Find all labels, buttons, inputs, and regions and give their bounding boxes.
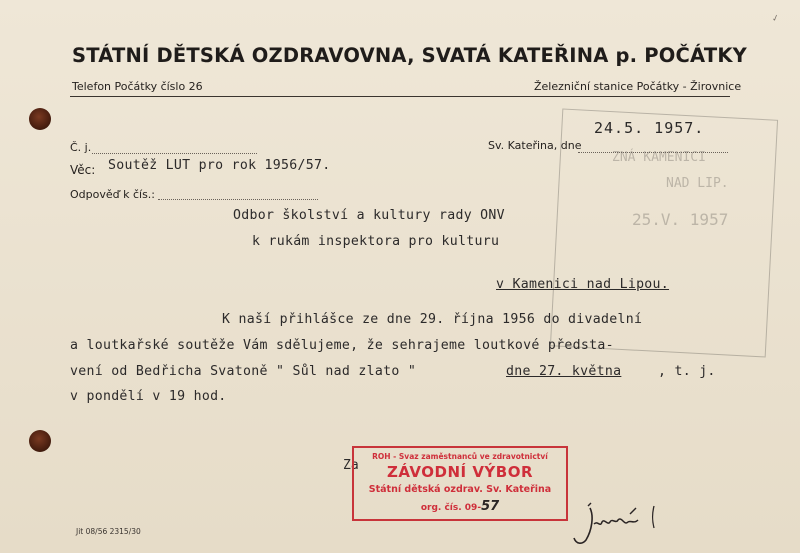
date-dotted-line: [578, 152, 728, 153]
stamp-line-4: [354, 499, 566, 514]
subject-value: Soutěž LUT pro rok 1956/57.: [108, 158, 331, 173]
subject-label: Věc:: [70, 163, 96, 177]
stamp-line-2: ZÁVODNÍ VÝBOR: [386, 463, 534, 481]
handwritten-signature: [568, 498, 668, 548]
received-stamp-line1: ZNÁ KAMENICI: [612, 150, 706, 165]
address-line-3: v Kamenici nad Lipou.: [496, 277, 670, 292]
punch-hole-top: [29, 108, 51, 130]
letterhead-title: STÁTNÍ DĚTSKÁ OZDRAVOVNA, SVATÁ KATEŘINA p. POČÁTKY: [72, 44, 747, 67]
stamp-line-1: ROH - Svaz zaměstnanců ve zdravotnictví: [372, 452, 548, 461]
corner-pencil-mark: ✓: [770, 13, 781, 25]
stamp-line-3: Státní dětská ozdrav. Sv. Kateřina: [368, 484, 552, 495]
letter-date: 24.5. 1957.: [594, 119, 705, 137]
reply-reference-label: Odpověď k čís.:: [70, 188, 156, 201]
body-line-4: v pondělí v 19 hod.: [70, 389, 227, 404]
reference-dotted-line: [92, 153, 257, 154]
reference-label: Č. j.: [70, 141, 92, 154]
body-line-3a: vení od Bedřicha Svatoně " Sůl nad zlato ": [70, 364, 417, 379]
signature-za: Za: [343, 458, 359, 473]
received-stamp-date: 25.V. 1957: [632, 210, 729, 229]
stamp-org-number: 57: [481, 499, 500, 514]
letterhead-station: Železniční stanice Počátky - Žirovnice: [534, 80, 742, 93]
body-line-3c: , t. j.: [658, 364, 716, 379]
address-line-2: k rukám inspektora pro kulturu: [252, 234, 500, 249]
letterhead-rule: [70, 96, 730, 97]
received-stamp-line2: NAD LIP.: [666, 176, 729, 191]
body-line-1: K naší přihlášce ze dne 29. října 1956 do divadelní: [222, 312, 643, 327]
stamp-org-number-label: org. čís. 09-: [420, 503, 482, 513]
reply-dotted-line: [158, 199, 318, 200]
place-date-label: Sv. Kateřina, dne: [488, 139, 582, 152]
body-line-3-date: dne 27. května: [506, 364, 622, 379]
union-stamp: [352, 446, 568, 521]
address-line-1: Odbor školství a kultury rady ONV: [233, 208, 505, 223]
print-code: Jit 08/56 2315/30: [76, 527, 141, 536]
punch-hole-bottom: [29, 430, 51, 452]
body-line-2: a loutkařské soutěže Vám sdělujeme, že sehrajeme loutkové předsta-: [70, 338, 614, 353]
letterhead-phone: Telefon Počátky číslo 26: [72, 80, 203, 93]
